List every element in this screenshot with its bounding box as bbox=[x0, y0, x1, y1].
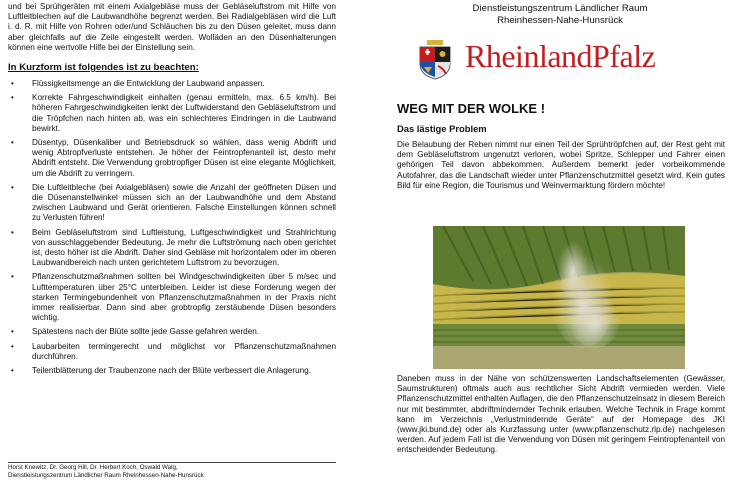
list-item: • Beim Gebläseluftstrom sind Luftleistung, Luftgeschwindigkeit und Strahlrichtung von ausschlaggebender Bedeutung. Je mehr die Luftströmung nach oben gerichtet ist, desto höher ist die Abdrift. Daher sind Gebläse mit horizontalem oder im oberen Laubwandbereich nach unten gerichtetem Luftstrom zu bevorzugen. bbox=[11, 227, 336, 268]
vineyard-spray-photo bbox=[433, 226, 685, 369]
tips-list bbox=[8, 79, 336, 376]
bullet-icon: • bbox=[11, 79, 14, 89]
page-title: WEG MIT DER WOLKE ! bbox=[397, 101, 546, 116]
bullet-icon: • bbox=[11, 272, 14, 282]
authors-footer bbox=[8, 464, 204, 479]
intro-paragraph: und bei Sprühgeräten mit einem Axialgebläse muss der Gebläseluftstrom mit Hilfe von Luftleitblechen auf die Laubwandhöhe begrenzt werden. Bei Radialgebläsen wird die Luft i. d. R. mit Hilfe von Rohren oder/und Schläuchen bis zu den Düsen geleitet, muss dann aber gleichfalls auf die Zeile eingestellt werden. Wolläden an den Düsenhalterungen können eine wertvolle Hilfe bei der Einstellung sein. bbox=[8, 2, 336, 52]
bullet-icon: • bbox=[11, 138, 14, 148]
list-item: • Teilentblätterung der Traubenzone nach der Blüte verbessert die Anlagerung. bbox=[11, 366, 312, 376]
list-item: • Düsentyp, Düsenkaliber und Betriebsdruck so wählen, dass wenig Abdrift und wenig Abtropfverluste entstehen. Je höher der Feintropfenanteil ist, desto mehr Abdrift entsteht. Die Verwendung grobtropfiger Düsen ist eine elegante Möglichkeit, um die Abdrift zu verringern. bbox=[11, 138, 336, 178]
bullet-icon: • bbox=[11, 227, 14, 237]
state-logo bbox=[395, 40, 725, 80]
list-item: • Spätestens nach der Blüte sollte jede Gasse gefahren werden. bbox=[11, 327, 260, 337]
regulation-section bbox=[395, 374, 725, 456]
authors-line: Horst Knewitz, Dr. Georg Hill, Dr. Herbert Koch, Oswald Walg, bbox=[8, 464, 178, 471]
institution-line: Dienstleistungszentrum Ländlicher Raum Rheinhessen-Nahe-Hunsrück bbox=[8, 471, 204, 479]
bullet-icon: • bbox=[11, 93, 14, 103]
organization-header bbox=[395, 3, 725, 27]
bullet-icon: • bbox=[11, 327, 14, 337]
organization-region: Rheinhessen-Nahe-Hunsrück bbox=[497, 15, 623, 26]
bullet-icon: • bbox=[11, 182, 14, 192]
list-item: • Korrekte Fahrgeschwindigkeit einhalten (genau ermitteln, max. 6.5 km/h). Bei höheren Fahrgeschwindigkeiten lenkt der Luftwiderstand den Gebläseluftstrom und die Tröpfchen nach hinten ab, was ein schlechteres Eindringen in die Laubwand bewirkt. bbox=[11, 93, 336, 133]
footer-divider bbox=[8, 462, 336, 463]
right-column bbox=[395, 0, 725, 455]
section-subtitle: Das lästige Problem bbox=[397, 123, 487, 134]
list-item: • Die Luftleitbleche (bei Axialgebläsen) sowie die Anzahl der geöffneten Düsen und die Düsenanstellwinkel müssen sich an der Laubwandhöhe und dem Abstand zwischen Laubwand und Gerät orientieren. Falsche Einstellungen können schnell zu Verlusten führen! bbox=[11, 182, 336, 223]
summary-heading: In Kurzform ist folgendes ist zu beachten: bbox=[8, 62, 199, 74]
problem-paragraph: Die Belaubung der Reben nimmt nur einen Teil der Sprühtröpfchen auf, der Rest geht mit dem Gebläseluftstrom ungenutzt verloren, wobei Spritze, Schlepper und Fahrer einen gehörigen Teil davon abbekommen. Außerdem bemerkt jeder vorbeikommende Autofahrer, das die Landschaft wieder unter Pflanzenschutzmittel gesetzt wird. Kein gutes Bild für eine Region, die Tourismus und Weinvermarktung fördern möchte! bbox=[397, 140, 725, 190]
organization-name: Dienstleistungszentrum Ländlicher Raum bbox=[472, 3, 648, 14]
regulation-paragraph: Daneben muss in der Nähe von schützenswerten Landschaftselementen (Gewässer, Saumstrukturen) oftmals auch aus rechtlicher Sicht Abdrift vermieden werden. Viele Pflanzenschutzmittel enthalten Auflagen, die den Pflanzenschutzeinsatz in diesem Bereich nur mit bestimmter, abdriftmindernder Technik erlauben. Welche Technik in Frage kommt kann im Verzeichnis „Verlustmindernde Geräte“ auf der Homepage des JKI (www.jki.bund.de) oder als Kurzfassung unter (www.pflanzenschutz.rlp.de) nachgelesen werden. Auf jedem Fall ist die Verwendung von Düsen mit geringem Feintropfenanteil von entscheidender Bedeutung. bbox=[397, 374, 725, 455]
list-item: • Laubarbeiten termingerecht und möglichst vor Pflanzenschutzmaßnahmen durchführen. bbox=[11, 341, 336, 361]
left-column bbox=[8, 0, 336, 380]
coat-of-arms-icon bbox=[418, 40, 452, 80]
bullet-icon: • bbox=[11, 366, 14, 376]
logo-wordmark: RheinlandPfalz bbox=[465, 38, 656, 74]
bullet-icon: • bbox=[11, 341, 14, 351]
list-item: • Pflanzenschutzmaßnahmen sollten bei Windgeschwindigkeiten über 5 m/sec und Lufttemperaturen über 25°C unterbleiben. Leider ist diese Forderung wegen der starken Termingebundenheit von Pflanzenschutzmaßnahmen in der Praxis nicht immer realisierbar. Dann sind aber grobtropfig zerstäubende Düsen besonders wichtig. bbox=[11, 272, 336, 323]
list-item: • Flüssigkeitsmenge an die Entwicklung der Laubwand anpassen. bbox=[11, 79, 265, 89]
